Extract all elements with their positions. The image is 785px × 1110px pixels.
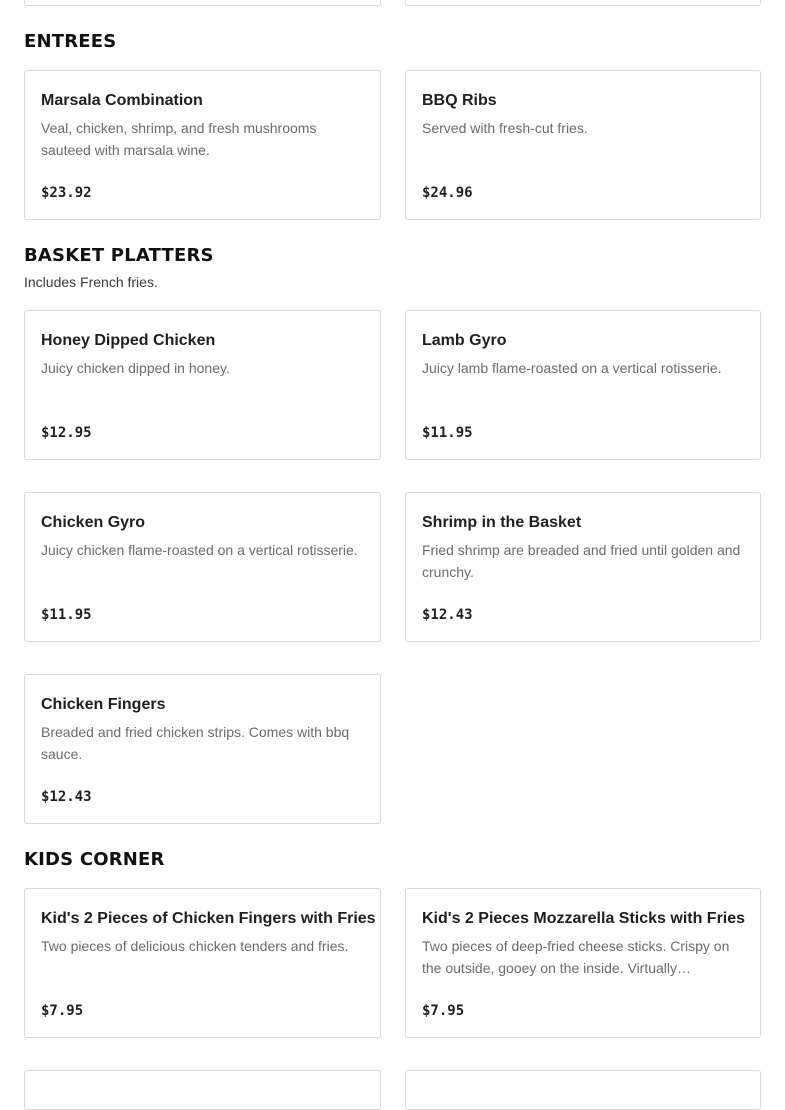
menu-item-card[interactable] <box>24 310 381 460</box>
item-name: Chicken Gyro <box>41 514 146 531</box>
section-note: Includes French fries. <box>24 274 158 290</box>
item-description: Veal, chicken, shrimp, and fresh mushrooms sauteed with marsala wine. <box>41 120 317 158</box>
menu-item-card[interactable] <box>24 674 381 824</box>
item-price: $12.43 <box>422 607 473 623</box>
item-name: Kid's 2 Pieces of Chicken Fingers with Fries <box>41 910 376 927</box>
item-description: Two pieces of delicious chicken tenders and fries. <box>41 938 349 954</box>
item-description: Juicy lamb flame-roasted on a vertical rotisserie. <box>422 360 722 376</box>
menu-item-card[interactable] <box>405 888 761 1038</box>
menu-item-card-partial[interactable] <box>405 1070 761 1110</box>
menu-item-card[interactable] <box>405 492 761 642</box>
item-name: BBQ Ribs <box>422 92 497 109</box>
item-name: Honey Dipped Chicken <box>41 332 216 349</box>
menu-item-card[interactable] <box>405 310 761 460</box>
menu-item-card[interactable] <box>405 70 761 220</box>
item-description: Two pieces of deep-fried cheese sticks. Crispy on the outside, gooey on the inside. Virtually… <box>422 938 730 976</box>
item-price: $12.95 <box>41 425 92 441</box>
item-name: Shrimp in the Basket <box>422 514 582 531</box>
item-price: $7.95 <box>422 1003 465 1019</box>
menu-item-card[interactable] <box>24 70 381 220</box>
menu-item-card-partial[interactable] <box>24 0 381 6</box>
item-name: Marsala Combination <box>41 92 203 109</box>
menu-item-card[interactable] <box>24 888 381 1038</box>
section-title-entrees: ENTREES <box>24 31 117 52</box>
item-name: Lamb Gyro <box>422 332 507 349</box>
item-price: $11.95 <box>422 425 473 441</box>
item-description: Served with fresh-cut fries. <box>422 120 588 136</box>
item-price: $7.95 <box>41 1003 84 1019</box>
item-description: Fried shrimp are breaded and fried until golden and crunchy. <box>422 542 741 580</box>
section-title-basket-platters: BASKET PLATTERS <box>24 245 214 266</box>
item-price: $24.96 <box>422 185 473 201</box>
item-description: Juicy chicken flame-roasted on a vertical rotisserie. <box>41 542 358 558</box>
item-name: Kid's 2 Pieces Mozzarella Sticks with Fries <box>422 910 746 927</box>
menu-item-card[interactable] <box>24 492 381 642</box>
item-price: $23.92 <box>41 185 92 201</box>
item-price: $12.43 <box>41 789 92 805</box>
item-price: $11.95 <box>41 607 92 623</box>
item-description: Breaded and fried chicken strips. Comes with bbq sauce. <box>41 724 350 762</box>
menu-item-card-partial[interactable] <box>24 1070 381 1110</box>
item-name: Chicken Fingers <box>41 696 166 713</box>
section-title-kids-corner: KIDS CORNER <box>24 849 165 870</box>
item-description: Juicy chicken dipped in honey. <box>41 360 230 376</box>
menu-item-card-partial[interactable] <box>405 0 761 6</box>
